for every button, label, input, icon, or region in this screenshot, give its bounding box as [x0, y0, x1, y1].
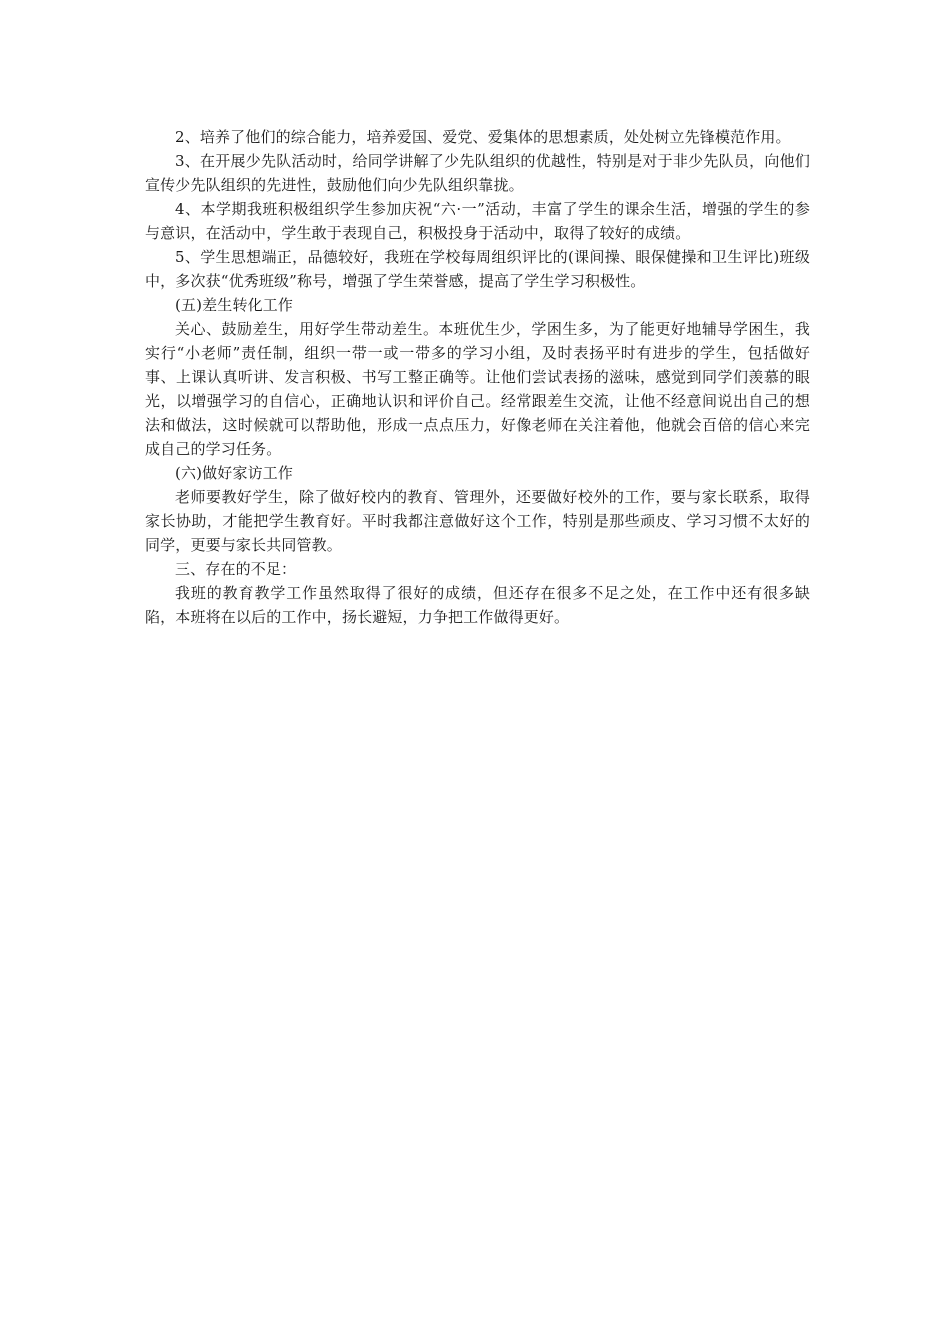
section-heading-5: (五)差生转化工作 — [175, 296, 294, 314]
document-body — [145, 125, 810, 629]
paragraph-shortcomings: 我班的教育教学工作虽然取得了很好的成绩，但还存在很多不足之处，在工作中还有很多缺陷，本班将在以后的工作中，扬长避短，力争把工作做得更好。 — [145, 584, 810, 626]
paragraph-point-5: 5、学生思想端正，品德较好，我班在学校每周组织评比的(课间操、眼保健操和卫生评比)班级中，多次获“优秀班级”称号，增强了学生荣誉感，提高了学生学习积极性。 — [145, 248, 810, 290]
section-heading-shortcomings: 三、存在的不足： — [175, 560, 297, 578]
paragraph-point-3: 3、在开展少先队活动时，给同学讲解了少先队组织的优越性，特别是对于非少先队员，向他们宣传少先队组织的先进性，鼓励他们向少先队组织靠拢。 — [145, 152, 810, 194]
paragraph-section-6: 老师要教好学生，除了做好校内的教育、管理外，还要做好校外的工作，要与家长联系，取得家长协助，才能把学生教育好。平时我都注意做好这个工作，特别是那些顽皮、学习习惯不太好的同学，更要与家长共同管教。 — [145, 488, 810, 554]
section-heading-6: (六)做好家访工作 — [175, 464, 294, 482]
paragraph-point-2: 2、培养了他们的综合能力，培养爱国、爱党、爱集体的思想素质，处处树立先锋模范作用。 — [175, 128, 791, 146]
paragraph-section-5: 关心、鼓励差生，用好学生带动差生。本班优生少，学困生多，为了能更好地辅导学困生，我实行“小老师”责任制，组织一带一或一带多的学习小组，及时表扬平时有进步的学生，包括做好事、上课认真听讲、发言积极、书写工整正确等。让他们尝试表扬的滋味，感觉到同学们羡慕的眼光，以增强学习的自信心，正确地认识和评价自己。经常跟差生交流，让他不经意间说出自己的想法和做法，这时候就可以帮助他，形成一点点压力，好像老师在关注着他，他就会百倍的信心来完成自己的学习任务。 — [145, 320, 810, 458]
paragraph-point-4: 4、本学期我班积极组织学生参加庆祝“六·一”活动，丰富了学生的课余生活，增强的学生的参与意识，在活动中，学生敢于表现自己，积极投身于活动中，取得了较好的成绩。 — [145, 200, 810, 242]
